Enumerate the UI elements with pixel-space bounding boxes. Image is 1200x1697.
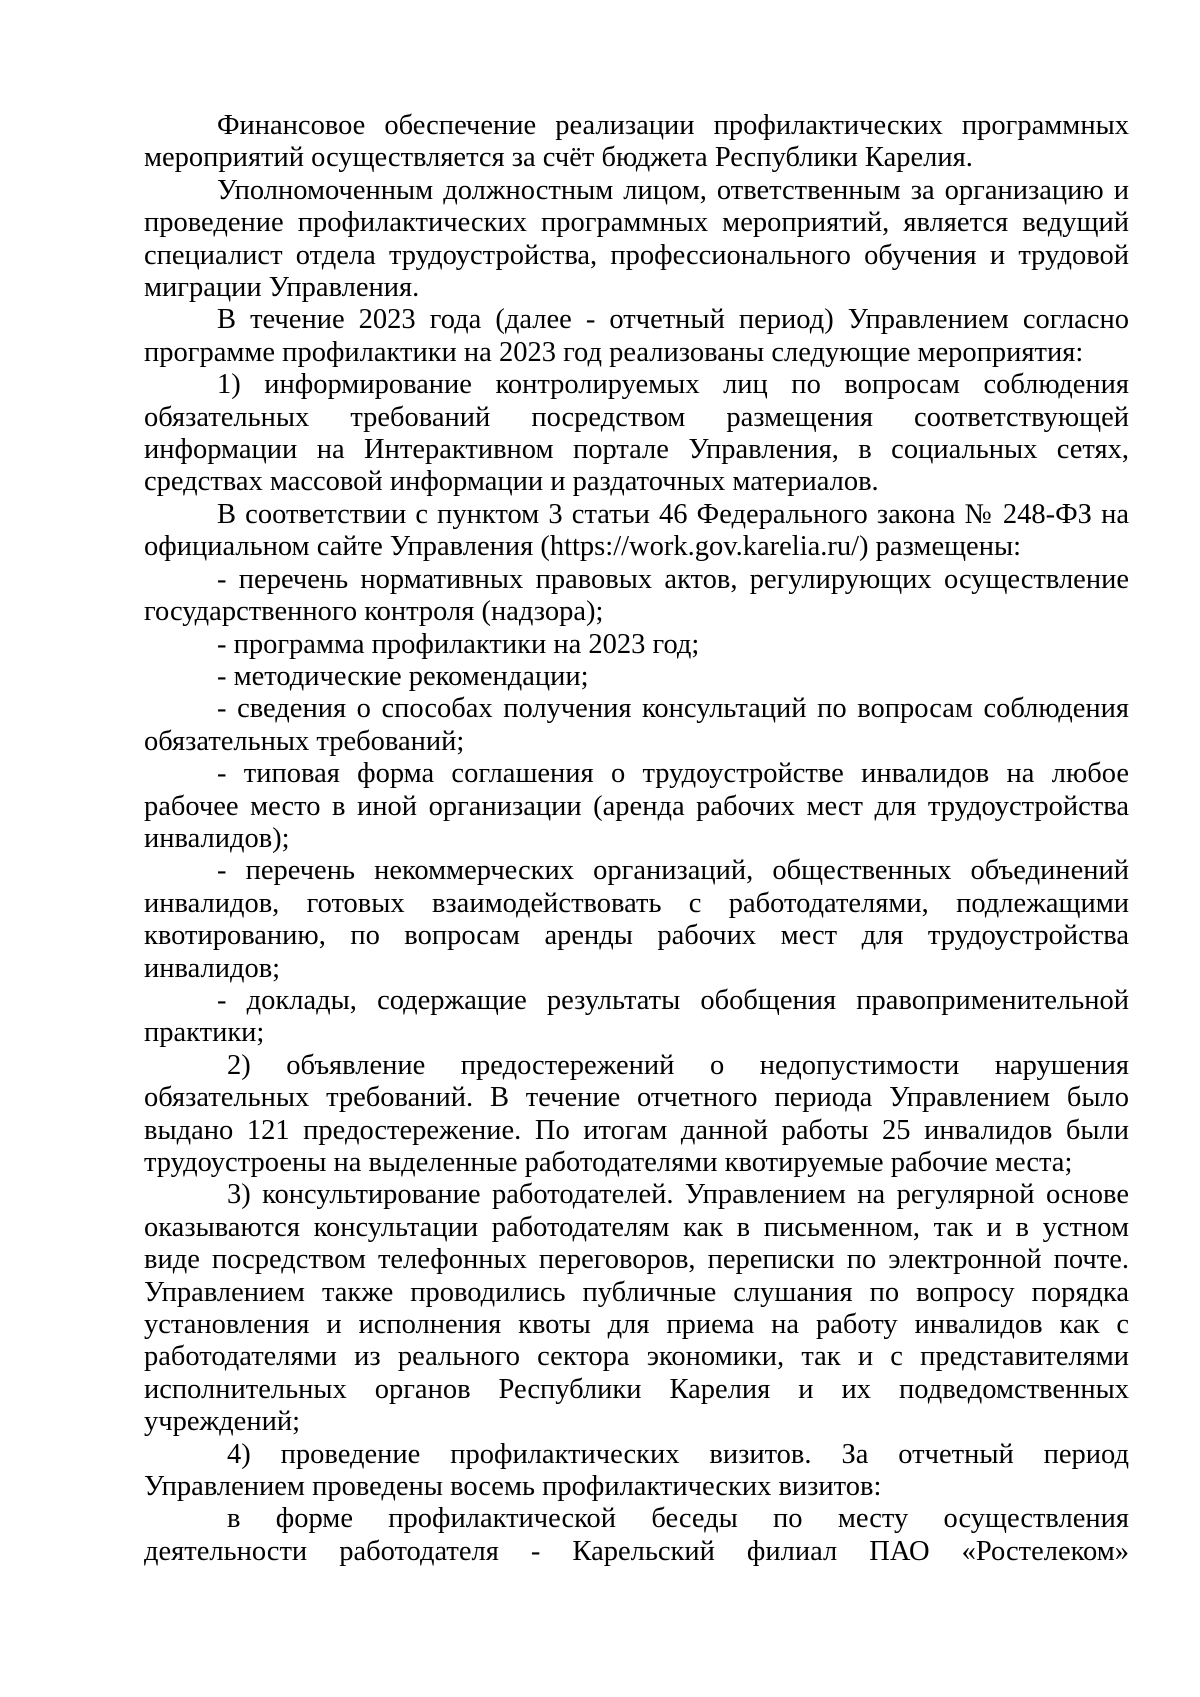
paragraph-item-2-warnings: 2) объявление предостережений о недопустимости нарушения обязательных требований. В течение отчетного периода Управлением было выдано 121 предостережение. По итогам данной работы 25 инвалидов были трудоустроены на выделенные работодателями квотируемые рабочие места; — [144, 1049, 1129, 1178]
paragraph-item-3-consulting: 3) консультирование работодателей. Управлением на регулярной основе оказываются консультации работодателям как в письменном, так и в устном виде посредством телефонных переговоров, переписки по электронной почте. Управлением также проводились публичные слушания по вопросу порядка установления и исполнения квоты для приема на работу инвалидов как с работодателями из реального сектора экономики, так и с представителями исполнительных органов Республики Карелия и их подведомственных учреждений; — [144, 1179, 1129, 1438]
paragraph-bullet-reports: - доклады, содержащие результаты обобщения правоприменительной практики; — [144, 984, 1129, 1049]
paragraph-law-reference: В соответствии с пунктом 3 статьи 46 Федерального закона № 248-ФЗ на официальном сайте Управления (https://work.gov.karelia.ru/) размещены: — [144, 498, 1129, 563]
paragraph-bullet-guidelines: - методические рекомендации; — [217, 660, 589, 692]
paragraph-responsible-official: Уполномоченным должностным лицом, ответственным за организацию и проведение профилактических программных мероприятий, является ведущий специалист отдела трудоустройства, профессионального обучения и трудовой миграции Управления. — [144, 174, 1129, 304]
paragraph-bullet-agreement-form: - типовая форма соглашения о трудоустройстве инвалидов на любое рабочее место в иной организации (аренда рабочих мест для трудоустройства инвалидов); — [144, 758, 1129, 854]
paragraph-visit-form: в форме профилактической беседы по месту осуществления деятельности работодателя - Карельский филиал ПАО «Ростелеком» — [144, 1503, 1129, 1567]
paragraph-financing: Финансовое обеспечение реализации профилактических программных мероприятий осуществляется за счёт бюджета Республики Карелия. — [144, 110, 1129, 174]
document-page — [144, 110, 1129, 1568]
paragraph-item-4-visits: 4) проведение профилактических визитов. За отчетный период Управлением проведены восемь профилактических визитов: — [144, 1438, 1129, 1503]
paragraph-bullet-consultations: - сведения о способах получения консультаций по вопросам соблюдения обязательных требований; — [144, 693, 1129, 757]
paragraph-bullet-program: - программа профилактики на 2023 год; — [217, 628, 700, 660]
paragraph-bullet-legal-acts: - перечень нормативных правовых актов, регулирующих осуществление государственного контроля (надзора); — [144, 563, 1129, 628]
paragraph-item-1-informing: 1) информирование контролируемых лиц по вопросам соблюдения обязательных требований посредством размещения соответствующей информации на Интерактивном портале Управления, в социальных сетях, средствах массовой информации и раздаточных материалов. — [144, 369, 1129, 498]
paragraph-bullet-nonprofits: - перечень некоммерческих организаций, общественных объединений инвалидов, готовых взаимодействовать с работодателями, подлежащими квотированию, по вопросам аренды рабочих мест для трудоустройства инвалидов; — [144, 855, 1129, 984]
paragraph-reporting-period: В течение 2023 года (далее - отчетный период) Управлением согласно программе профилактики на 2023 год реализованы следующие мероприятия: — [144, 304, 1129, 368]
